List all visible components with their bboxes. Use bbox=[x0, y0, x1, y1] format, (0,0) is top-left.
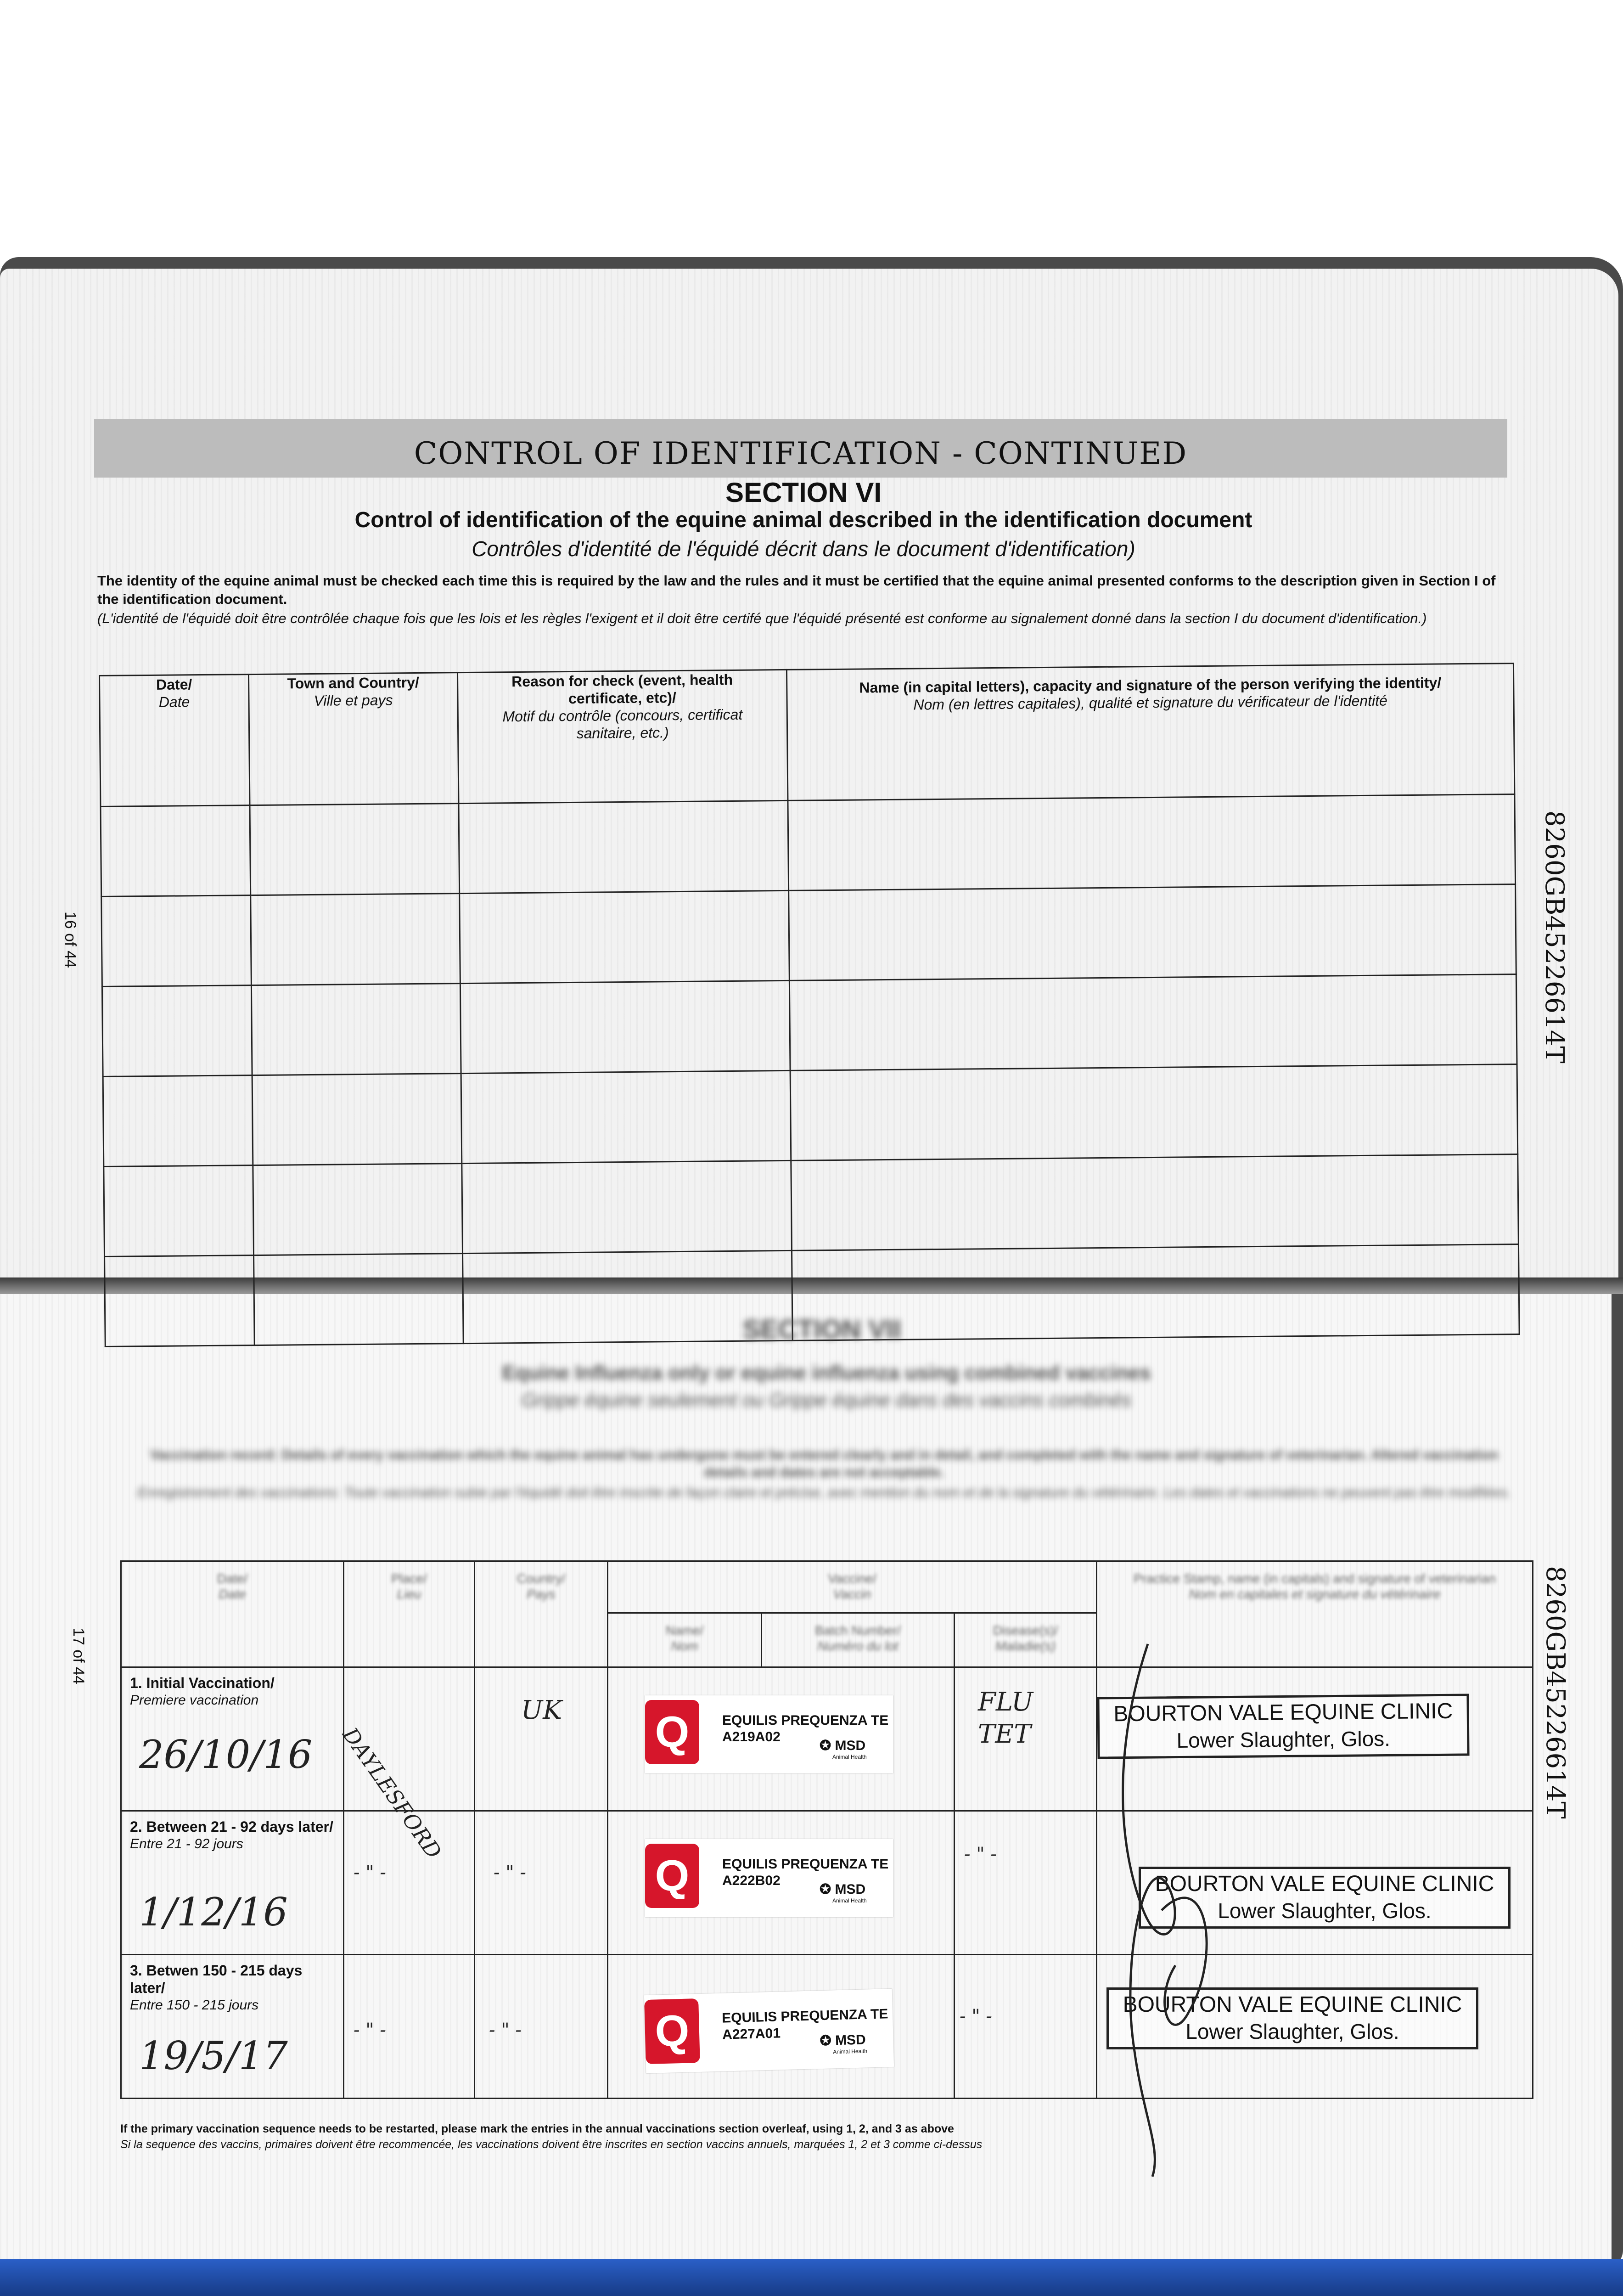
col-verifier: Name (in capital letters), capacity and signature of the person verifying the identity/ Nom (en lettres capitales), qualité et signature du vérificateur de l'identité bbox=[786, 664, 1514, 801]
msd-logo: ✪ MSD Animal Health bbox=[820, 1882, 867, 1904]
vh-vaccine: Vaccine/ Vaccin bbox=[608, 1561, 1097, 1613]
batch-number: A227A01 bbox=[722, 2026, 781, 2043]
row3-disease: - " - bbox=[960, 2006, 992, 2027]
batch-number: A222B02 bbox=[722, 1873, 781, 1888]
q-logo-icon: Q bbox=[644, 1998, 700, 2064]
instructions-fr: (L'identité de l'équidé doit être contrôlée chaque fois que les lois et les règles l'exigent et il doit être certifé que l'équidé présenté est conforme au signalement donné dans la section I du document d'identification.) bbox=[97, 610, 1427, 626]
row1-disease: FLU TET bbox=[978, 1687, 1033, 1749]
vaccine-name: EQUILIS PREQUENZA TE bbox=[722, 1713, 889, 1728]
footnote-en: If the primary vaccination sequence needs to be restarted, please mark the entries in the annual vaccinations section overleaf, using 1, 2, and 3 as above bbox=[120, 2122, 954, 2135]
banner-text: CONTROL OF IDENTIFICATION - CONTINUED bbox=[414, 435, 1188, 471]
document-id-top: 8260GB45226614T bbox=[1539, 810, 1569, 1064]
row3-label-fr: Entre 150 - 215 jours bbox=[130, 1998, 259, 2013]
row2-label-fr: Entre 21 - 92 jours bbox=[130, 1836, 243, 1851]
row1-vaccine-cell[interactable] bbox=[608, 1667, 955, 1811]
row2-vaccine-cell[interactable] bbox=[608, 1811, 955, 1955]
section-vii-subtitle-en: Equine Influenza only or equine influenza using combined vaccines bbox=[502, 1362, 1151, 1384]
table-row bbox=[104, 1154, 1519, 1257]
vh-batch: Batch Number/ Numéro du lot bbox=[762, 1613, 955, 1667]
vh-place: Place/ Lieu bbox=[344, 1561, 475, 1667]
section-vii-title: SECTION VII bbox=[742, 1315, 901, 1345]
row2-disease-cell[interactable] bbox=[955, 1811, 1097, 1955]
row1-place: DAYLESFORD bbox=[337, 1723, 447, 1863]
row1-disease-cell[interactable] bbox=[955, 1667, 1097, 1811]
row1-date: 26/10/16 bbox=[139, 1732, 313, 1777]
row3-disease-cell[interactable] bbox=[955, 1955, 1097, 2099]
table-row bbox=[103, 1064, 1518, 1167]
vh-stamp: Practice Stamp, name (in capitals) and signature of veterinarian Nom en capitales et signature du vétérinaire bbox=[1097, 1561, 1533, 1667]
vaccination-row-1 bbox=[121, 1667, 1533, 1811]
row1-label: 1. Initial Vaccination/ bbox=[130, 1675, 275, 1691]
col-date: Date/ Date bbox=[100, 675, 250, 807]
vaccination-instructions-fr: Enregistrement des vaccinations: Toute vaccination subie par l'équidé doit être inscrite de façon claire et précise, avec mention du nom et de la signature du vétérinaire. Les dates et vaccinations ne peuvent pas être modifiées. bbox=[137, 1485, 1511, 1500]
vaccine-label bbox=[644, 1989, 894, 2073]
vaccination-row-2 bbox=[121, 1811, 1533, 1955]
col-reason: Reason for check (event, health certificate, etc)/ Motif du contrôle (concours, certificat sanitaire, etc.) bbox=[457, 670, 787, 803]
vaccine-name: EQUILIS PREQUENZA TE bbox=[721, 2006, 888, 2026]
row2-place: - " - bbox=[354, 1862, 386, 1883]
q-logo-icon: Q bbox=[645, 1700, 699, 1764]
table-header-row bbox=[100, 664, 1515, 807]
row1-place-cell[interactable] bbox=[337, 1667, 475, 1863]
table-row bbox=[101, 884, 1516, 987]
subtitle-en: Control of identification of the equine animal described in the identification document bbox=[354, 508, 1252, 532]
row2-country-cell[interactable] bbox=[475, 1811, 608, 1955]
batch-number: A219A02 bbox=[722, 1729, 781, 1745]
section-title: SECTION VI bbox=[725, 477, 882, 508]
row1-label-cell[interactable] bbox=[121, 1667, 344, 1811]
msd-logo: ✪ MSD Animal Health bbox=[820, 1738, 867, 1760]
row2-label-cell[interactable] bbox=[121, 1811, 344, 1955]
page-number-16: 16 of 44 bbox=[62, 912, 79, 968]
q-logo-icon: Q bbox=[645, 1844, 699, 1908]
row3-label: 3. Betwen 150 - 215 days later/ bbox=[130, 1962, 303, 1996]
vaccination-table bbox=[120, 1560, 1533, 2099]
subtitle-fr: Contrôles d'identité de l'équidé décrit dans le document d'identification) bbox=[472, 537, 1135, 561]
row3-country: - " - bbox=[489, 2020, 522, 2041]
clinic-stamp: BOURTON VALE EQUINE CLINIC Lower Slaughter, Glos. bbox=[1106, 1987, 1478, 2049]
vh-country: Country/ Pays bbox=[475, 1561, 608, 1667]
row2-label: 2. Between 21 - 92 days later/ bbox=[130, 1818, 333, 1835]
vaccine-label bbox=[645, 1695, 893, 1773]
clinic-stamp: BOURTON VALE EQUINE CLINIC Lower Slaughter, Glos. bbox=[1139, 1867, 1511, 1929]
row3-label-cell[interactable] bbox=[121, 1955, 344, 2099]
row2-place-cell[interactable] bbox=[344, 1811, 475, 1955]
identity-check-table bbox=[99, 663, 1520, 1347]
table-row bbox=[101, 794, 1516, 897]
page-number-17: 17 of 44 bbox=[70, 1628, 87, 1684]
row1-country: UK bbox=[521, 1695, 562, 1725]
section-vii-subtitle-fr: Grippe équine seulement ou Grippe équine dans des vaccins combinés bbox=[521, 1389, 1132, 1411]
blue-cover-edge bbox=[0, 2259, 1623, 2296]
table-row bbox=[102, 974, 1517, 1077]
row2-disease: - " - bbox=[964, 1844, 997, 1865]
vaccine-name: EQUILIS PREQUENZA TE bbox=[722, 1857, 889, 1872]
row3-place: - " - bbox=[354, 2020, 386, 2041]
row3-date: 19/5/17 bbox=[139, 2033, 288, 2078]
row2-country: - " - bbox=[494, 1862, 526, 1883]
instructions-en: The identity of the equine animal must be checked each time this is required by the law and the rules and it must be certified that the equine animal presented conforms to the description given in Section I of the identification document. bbox=[97, 573, 1496, 607]
msd-logo: ✪ MSD Animal Health bbox=[820, 2032, 868, 2055]
row3-country-cell[interactable] bbox=[475, 1955, 608, 2099]
row1-label-fr: Premiere vaccination bbox=[130, 1693, 259, 1708]
vh-name: Name/ Nom bbox=[608, 1613, 762, 1667]
row1-country-cell[interactable] bbox=[475, 1667, 608, 1811]
footnote-fr: Si la sequence des vaccins, primaires doivent être recommencée, les vaccinations doivent être inscrites en section vaccins annuels, marquées 1, 2 et 3 comme ci-dessus bbox=[120, 2138, 983, 2151]
vh-disease: Disease(s)/ Maladie(s) bbox=[955, 1613, 1097, 1667]
col-town-country: Town and Country/ Ville et pays bbox=[249, 673, 459, 805]
section-banner bbox=[94, 419, 1507, 478]
clinic-stamp: BOURTON VALE EQUINE CLINIC Lower Slaughter, Glos. bbox=[1097, 1694, 1469, 1759]
vaccination-row-3 bbox=[121, 1955, 1533, 2099]
vaccination-instructions-en: Vaccination record: Details of every vaccination which the equine animal has undergone must be entered clearly and in detail, and completed with the name and signature of veterinarian. Altered vaccination details and dates are not acceptable. bbox=[150, 1447, 1499, 1480]
row2-date: 1/12/16 bbox=[139, 1890, 288, 1935]
row3-vaccine-cell[interactable] bbox=[608, 1955, 955, 2099]
vaccine-label bbox=[645, 1839, 893, 1917]
document-id-bottom: 8260GB45226614T bbox=[1540, 1566, 1570, 1819]
vh-date: Date/ Date bbox=[121, 1561, 344, 1667]
vaccination-header-row bbox=[121, 1561, 1533, 1613]
row3-place-cell[interactable] bbox=[344, 1955, 475, 2099]
veterinarian-signature bbox=[1093, 1635, 1249, 2186]
